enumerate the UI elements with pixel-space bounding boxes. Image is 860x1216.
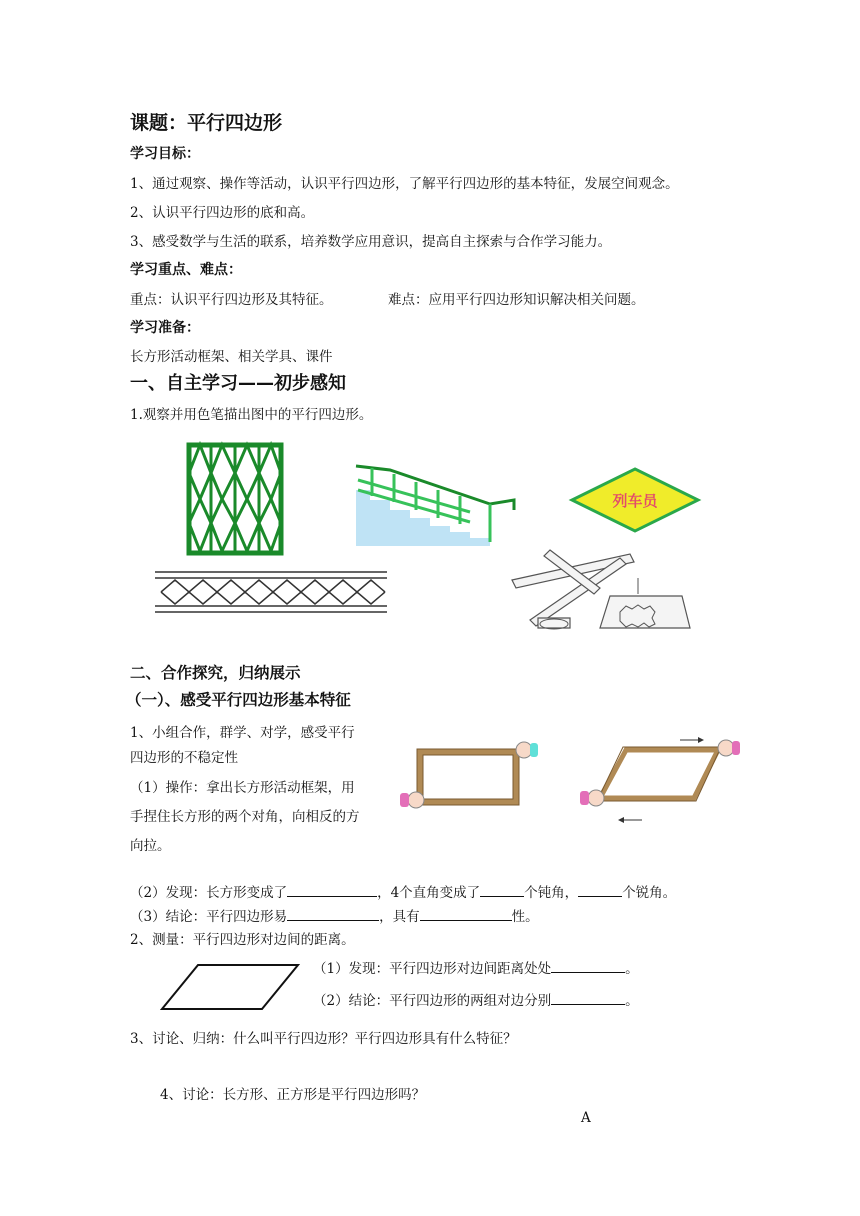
conclusion-line: [130, 905, 539, 925]
discovery-line: [130, 881, 676, 901]
fence-illustration: [155, 570, 387, 614]
discovery-text-c: 个钝角，: [524, 885, 579, 901]
item1-line1: 1、小组合作，群学、对学，感受平行: [130, 725, 355, 741]
section1-heading: 一、自主学习——初步感知: [130, 373, 346, 394]
measure-discovery-text-a: （1）发现：平行四边形对边间距离处处: [313, 961, 552, 977]
item4: 4、讨论：长方形、正方形是平行四边形吗？: [160, 1087, 426, 1103]
stair-railing-illustration: [350, 460, 522, 550]
blank-obtuse-count[interactable]: [480, 883, 524, 897]
page-title: 课题：平行四边形: [130, 112, 283, 134]
operation-line2: 手捏住长方形的两个对角，向相反的方: [130, 809, 360, 825]
discovery-text-b: ，4个直角变成了: [377, 885, 481, 901]
blank-opposite-sides[interactable]: [551, 991, 625, 1005]
key-points-heading: 学习重点、难点：: [130, 262, 242, 278]
pantograph-illustration: [510, 548, 700, 630]
measure-discovery-line: [313, 957, 639, 977]
blank-acute-count[interactable]: [578, 883, 622, 897]
parallelogram-shape: [160, 963, 300, 1011]
section2-subheading: （一）、感受平行四边形基本特征: [126, 691, 351, 709]
objective-2: 2、认识平行四边形的底和高。: [130, 205, 315, 221]
rectangle-frame-illustration: [398, 738, 544, 814]
measure-conclusion-line: [313, 989, 639, 1009]
label-a: A: [581, 1110, 591, 1126]
parallelogram-frame-illustration: [578, 732, 748, 824]
blank-property[interactable]: [287, 907, 379, 921]
item3: 3、讨论、归纳：什么叫平行四边形？平行四边形具有什么特征？: [130, 1031, 517, 1047]
preparation-heading: 学习准备：: [130, 320, 200, 336]
blank-characteristic[interactable]: [420, 907, 512, 921]
blank-shape[interactable]: [287, 883, 377, 897]
objective-1: 1、通过观察、操作等活动，认识平行四边形，了解平行四边形的基本特征，发展空间观念。: [130, 176, 679, 192]
sign-text: 列车员: [612, 492, 658, 510]
conclusion-text-c: 性。: [511, 909, 539, 925]
window-grille-illustration: [187, 443, 283, 555]
operation-line3: 向拉。: [130, 838, 171, 854]
objective-3: 3、感受数学与生活的联系，培养数学应用意识，提高自主探索与合作学习能力。: [130, 234, 612, 250]
measure-discovery-text-b: 。: [625, 961, 639, 977]
conclusion-text-b: ，具有: [379, 909, 420, 925]
measure-conclusion-text-b: 。: [625, 993, 639, 1009]
item1-line2: 四边形的不稳定性: [130, 750, 238, 766]
discovery-text-a: （2）发现：长方形变成了: [130, 885, 288, 901]
conclusion-text-a: （3）结论：平行四边形易: [130, 909, 288, 925]
discovery-text-d: 个锐角。: [622, 885, 677, 901]
objectives-heading: 学习目标：: [130, 146, 200, 162]
section2-heading: 二、合作探究，归纳展示: [130, 664, 301, 682]
diamond-sign-illustration: [570, 467, 700, 533]
item2: 2、测量：平行四边形对边间的距离。: [130, 932, 355, 948]
preparation-text: 长方形活动框架、相关学具、课件: [130, 349, 333, 365]
section1-task: 1.观察并用色笔描出图中的平行四边形。: [130, 407, 373, 423]
measure-conclusion-text-a: （2）结论：平行四边形的两组对边分别: [313, 993, 552, 1009]
blank-distance[interactable]: [551, 959, 625, 973]
operation-line1: （1）操作：拿出长方形活动框架，用: [130, 780, 355, 796]
key-point: 重点：认识平行四边形及其特征。: [130, 292, 333, 308]
difficult-point: 难点：应用平行四边形知识解决相关问题。: [388, 292, 645, 308]
